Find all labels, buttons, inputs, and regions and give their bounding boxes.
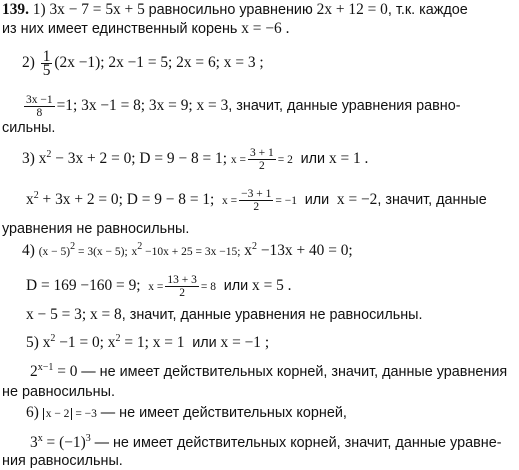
text: . xyxy=(285,20,290,37)
text: , т.к. каждое xyxy=(387,2,468,18)
text: , значит, данные уравнения равно- xyxy=(228,98,461,115)
equation: 3x − 7 = 5x + 5 xyxy=(49,1,145,18)
equation: −10x + 25 = 3x −15; xyxy=(142,246,241,258)
equation: (2x −1); 2x −1 = 5; 2x = 6; x = 3 ; xyxy=(54,54,264,72)
part-5-number: 5) xyxy=(26,334,39,351)
equation: 3 xyxy=(30,434,38,451)
equation: −1 = 0; x xyxy=(55,334,116,351)
text: = 8 xyxy=(200,281,216,294)
equation: + 3x + 2 = 0; D = 9 − 8 = 1; xyxy=(38,191,215,209)
part-3-line-1: 3) $x^2 - 3x + 2 = 0$; D = 9 − 8 = 1; x = $\frac{3 + 1}{2}$ = 2 или x = 1 . xyxy=(22,147,369,172)
part-2-line-1 xyxy=(22,50,264,77)
equation: x = −1 ; xyxy=(220,334,270,351)
text: — не имеет действительных корней, значит, данные уравне- xyxy=(94,435,502,451)
text: = 2 xyxy=(277,154,293,167)
equation: =1; 3x −1 = 8; 3x = 9; x = 3 xyxy=(56,97,229,115)
text: равносильно уравнению xyxy=(148,2,313,18)
part-2-number: 2) xyxy=(22,54,35,72)
equation: x xyxy=(131,246,138,258)
equation: (x − 5) xyxy=(38,246,71,258)
equation: x xyxy=(244,242,252,259)
equation: −13x + 40 = 0; xyxy=(256,242,353,259)
text: , значит, данные уравнения не равносильны. xyxy=(121,307,423,323)
text: из них имеет единственный корень xyxy=(2,21,238,37)
text: x = xyxy=(230,154,247,167)
part-3-number: 3) xyxy=(22,150,35,168)
text: x = xyxy=(148,281,164,294)
equation: x xyxy=(42,334,51,351)
absolute-value: x − 2 xyxy=(43,408,73,420)
fraction: $\frac{-3 + 1}{2}$ xyxy=(241,188,272,213)
equation: = 0 xyxy=(53,363,78,380)
part-4-number: 4) xyxy=(22,242,35,259)
part-3-line-2: $x^2 + 3x + 2 = 0$; D = 9 − 8 = 1; x = $\frac{-3 + 1}{2}$ = −1 или x = −2, значит, данные xyxy=(26,188,487,213)
part-2-line-2 xyxy=(22,94,461,119)
part-1-number: 1) xyxy=(32,1,46,18)
part-4-line-3 xyxy=(26,306,423,324)
equation: D = 169 −160 = 9; xyxy=(26,277,141,295)
text: , значит, данные xyxy=(377,192,487,209)
part-2-line-3 xyxy=(2,119,55,137)
text: сильны. xyxy=(2,120,56,136)
part-3-line-3 xyxy=(2,220,189,238)
equation: = (−1) xyxy=(42,434,86,451)
line-2 xyxy=(2,20,289,38)
text: — не имеет действительных корней, значит, данные уравнения xyxy=(81,364,508,380)
text: или xyxy=(192,335,217,351)
equation: = −3 xyxy=(72,408,97,420)
text: x = xyxy=(222,195,238,208)
root: x = −6 xyxy=(241,20,282,37)
equation: x = 5 . xyxy=(252,277,292,295)
part-6-line-3 xyxy=(2,452,123,470)
text: уравнения не равносильны. xyxy=(2,221,190,237)
fraction: $\frac{3x -1}{8}$ xyxy=(26,94,53,119)
fraction: $\frac{3 + 1}{2}$ xyxy=(250,147,274,172)
fraction: $\frac{13 + 3}{2}$ xyxy=(167,274,197,299)
equation: x = −2 xyxy=(336,191,378,209)
equation: x = 1 . xyxy=(328,150,369,168)
equation: − 3x + 2 = 0; D = 9 − 8 = 1; xyxy=(51,150,228,168)
part-4-line-1: 4) $(x - 5)^2 = 3(x - 5)$; $x^2 -10x + 25 = 3x -15$; $x^2 -13x + 40 = 0$; xyxy=(22,241,353,259)
equation: 2x + 12 = 0 xyxy=(316,1,388,18)
part-6-line-2: $3^x = (-1)^3$ — не имеет действительных корней, значит, данные уравне- xyxy=(30,433,502,451)
part-6-number: 6) xyxy=(26,404,39,421)
part-5-line-1: 5) $x^2 -1 = 0$; $x^2 = 1$; x = 1 или x = −1 ; xyxy=(26,333,270,351)
fraction: $\frac{1}{5}$ xyxy=(42,48,51,79)
equation: 2 xyxy=(30,363,38,380)
text: или xyxy=(223,278,249,295)
text: или xyxy=(300,151,326,168)
part-5-line-2: $2^{x-1} = 0$ — не имеет действительных корней, значит, данные уравнения xyxy=(30,362,508,380)
equation: x xyxy=(38,150,47,168)
text: — не имеет действительных корней, xyxy=(100,405,347,421)
problem-number: 139. xyxy=(2,1,29,18)
equation: x − 5 = 3; x = 8 xyxy=(26,306,122,323)
part-4-line-2 xyxy=(26,274,292,299)
equation: = 3(x − 5); xyxy=(75,246,128,258)
text: = −1 xyxy=(275,195,298,208)
text: ния равносильны. xyxy=(2,453,123,469)
equation: x xyxy=(26,191,34,209)
line-1 xyxy=(2,1,468,19)
part-5-line-3 xyxy=(2,383,115,401)
text: не равносильны. xyxy=(2,384,115,400)
text: или xyxy=(304,192,330,209)
equation: = 1; x = 1 xyxy=(120,334,185,351)
part-6-line-1 xyxy=(26,404,347,423)
